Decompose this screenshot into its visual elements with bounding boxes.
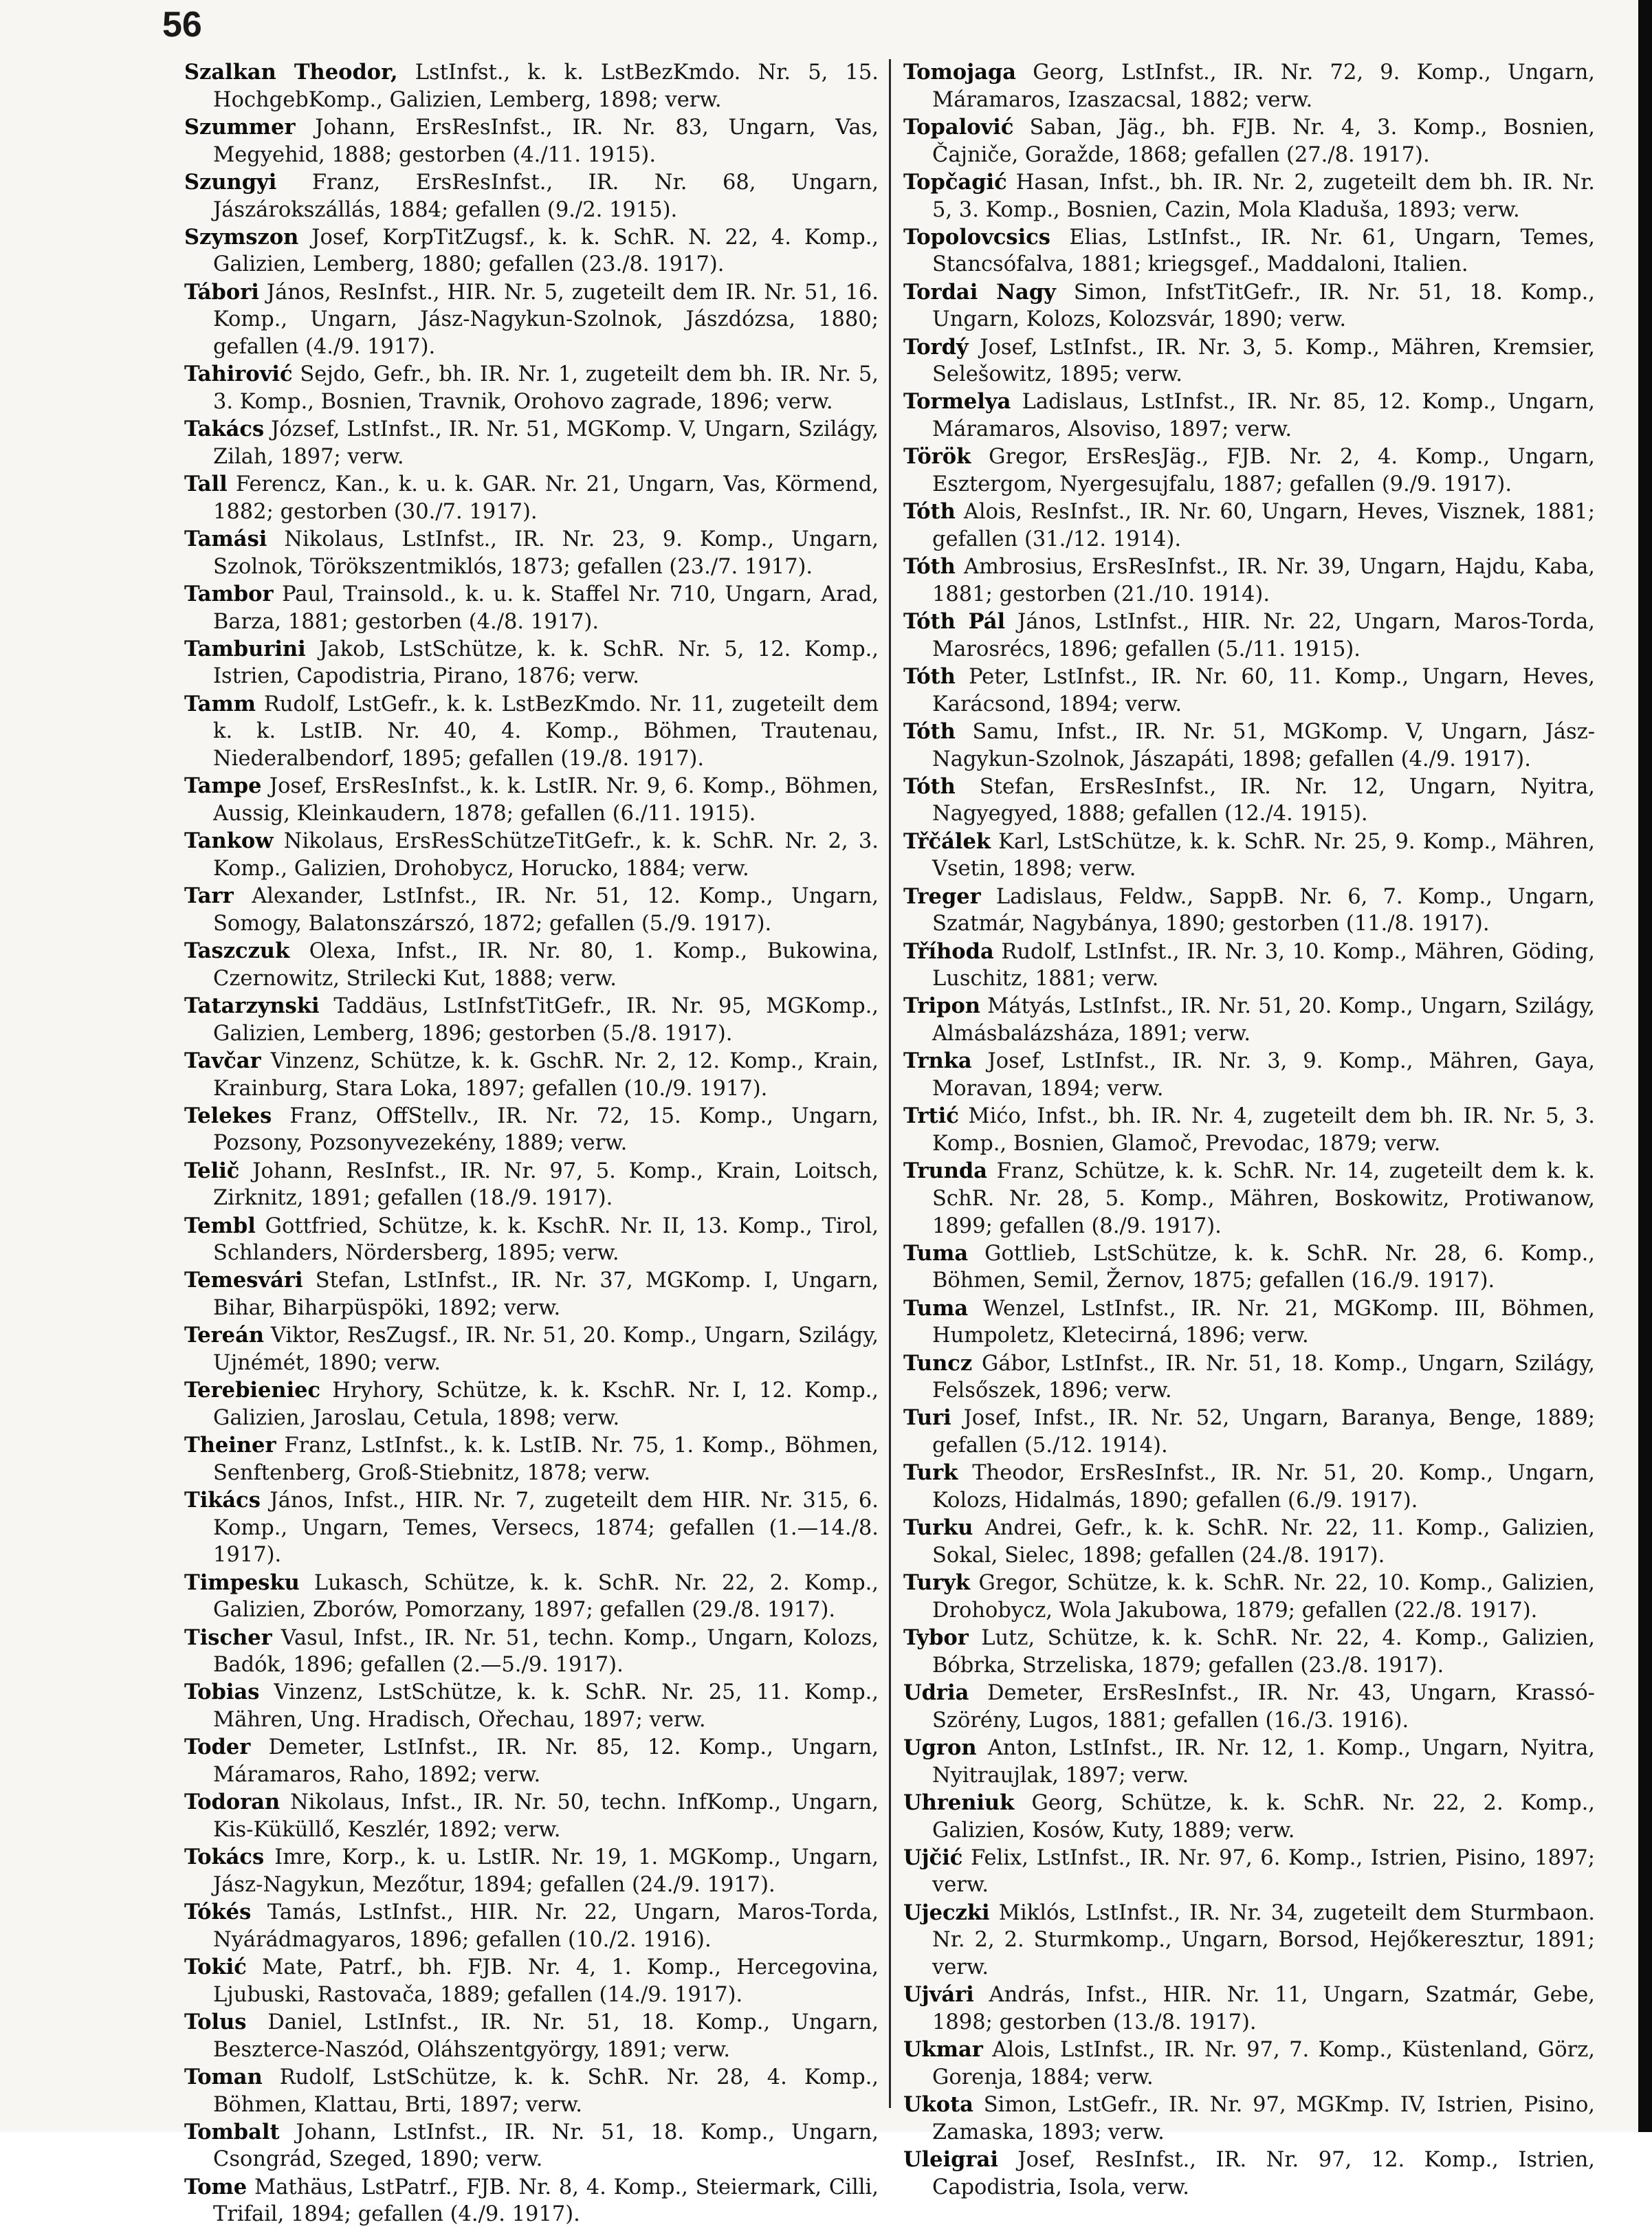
entry-details: Gottfried, Schütze, k. k. KschR. Nr. II, 13. Komp., Tirol, Schlanders, Nördersberg, 1895; verw. — [213, 1214, 879, 1266]
entry-surname: Tóth — [903, 773, 956, 799]
casualty-entry — [903, 1350, 1595, 1405]
left-column — [184, 59, 879, 2229]
entry-surname: Todoran — [184, 1790, 280, 1815]
entry-details: Simon, LstGefr., IR. Nr. 97, MGKmp. IV, Istrien, Pisino, Zamaska, 1893; verw. — [932, 2093, 1595, 2144]
entry-details: Anton, LstInfst., IR. Nr. 12, 1. Komp., Ungarn, Nyitra, Nyitraujlak, 1897; verw. — [932, 1735, 1595, 1788]
entry-details: Johann, ResInfst., IR. Nr. 97, 5. Komp., Krain, Loitsch, Zirknitz, 1891; gefallen (18./9. 1917). — [213, 1159, 879, 1211]
entry-details: Mićo, Infst., bh. IR. Nr. 4, zugeteilt dem bh. IR. Nr. 5, 3. Komp., Bosnien, Glamoč, Prevodac, 1879; verw. — [932, 1104, 1595, 1156]
entry-surname: Tavčar — [184, 1048, 261, 1073]
casualty-entry — [184, 1734, 879, 1788]
casualty-entry — [903, 279, 1595, 333]
casualty-entry — [903, 828, 1595, 883]
entry-details: Hryhory, Schütze, k. k. KschR. Nr. I, 12. Komp., Galizien, Jaroslau, Cetula, 1898; verw. — [213, 1379, 879, 1430]
entry-details: Rudolf, LstGefr., k. k. LstBezKmdo. Nr. 11, zugeteilt dem k. k. LstIB. Nr. 40, 4. Komp., Böhmen, Trautenau, Niederalbendorf, 1895; gefallen (19./8. 1917). — [213, 692, 879, 771]
entry-surname: Ujvári — [903, 1982, 974, 2008]
casualty-entry — [903, 334, 1595, 388]
entry-surname: Tome — [184, 2174, 247, 2199]
entry-surname: Topalović — [903, 114, 1014, 140]
entry-details: Ambrosius, ErsResInfst., IR. Nr. 39, Ungarn, Hajdu, Kaba, 1881; gestorben (21./10. 1914). — [932, 555, 1595, 606]
entry-details: Hasan, Infst., bh. IR. Nr. 2, zugeteilt dem bh. IR. Nr. 5, 3. Komp., Bosnien, Cazin, Mola Kladuša, 1893; verw. — [932, 170, 1595, 222]
entry-details: Stefan, ErsResInfst., IR. Nr. 12, Ungarn, Nyitra, Nagyegyed, 1888; gefallen (12./4. 1915). — [932, 774, 1595, 826]
casualty-entry — [903, 1103, 1595, 1157]
casualty-entry — [903, 773, 1595, 828]
casualty-entry — [903, 1158, 1595, 1240]
entry-details: Jakob, LstSchütze, k. k. SchR. Nr. 5, 12. Komp., Istrien, Capodistria, Pirano, 1876; verw. — [213, 637, 879, 689]
entry-surname: Tobias — [184, 1680, 260, 1705]
entry-surname: Ujeczki — [903, 1900, 990, 1925]
entry-surname: Ujčić — [903, 1845, 963, 1870]
entry-details: Ladislaus, Feldw., SappB. Nr. 6, 7. Komp., Ungarn, Szatmár, Nagybánya, 1890; gestorben (11./8. 1917). — [932, 884, 1595, 936]
entry-surname: Telič — [184, 1158, 240, 1183]
entry-surname: Török — [903, 444, 971, 470]
casualty-entry — [184, 1432, 879, 1486]
column-divider — [889, 59, 891, 2108]
entry-surname: Tóth — [903, 663, 956, 689]
entry-details: János, Infst., HIR. Nr. 7, zugeteilt dem HIR. Nr. 315, 6. Komp., Ungarn, Temes, Versecs, 1874; gefallen (1.—14./8. 1917). — [213, 1489, 879, 1568]
entry-details: Sejdo, Gefr., bh. IR. Nr. 1, zugeteilt dem bh. IR. Nr. 5, 3. Komp., Bosnien, Travnik, Orohovo zagrade, 1896; verw. — [213, 362, 879, 414]
entry-details: Demeter, ErsResInfst., IR. Nr. 43, Ungarn, Krassó-Szörény, Lugos, 1881; gefallen (16./3. 1916). — [932, 1680, 1595, 1733]
casualty-entry — [903, 553, 1595, 608]
entry-details: Johann, ErsResInfst., IR. Nr. 83, Ungarn, Vas, Megyehid, 1888; gestorben (4./11. 1915). — [213, 115, 879, 167]
casualty-entry — [184, 1213, 879, 1267]
entry-details: Mátyás, LstInfst., IR. Nr. 51, 20. Komp., Ungarn, Szilágy, Almásbalázsháza, 1891; verw. — [932, 994, 1595, 1046]
casualty-entry — [184, 1625, 879, 1679]
entry-surname: Telekes — [184, 1103, 272, 1128]
entry-surname: Szummer — [184, 114, 296, 140]
entry-details: Demeter, LstInfst., IR. Nr. 85, 12. Komp., Ungarn, Máramaros, Raho, 1892; verw. — [213, 1735, 879, 1788]
entry-details: Rudolf, LstInfst., IR. Nr. 3, 10. Komp., Mähren, Göding, Luschitz, 1881; verw. — [932, 939, 1595, 991]
entry-details: Gábor, LstInfst., IR. Nr. 51, 18. Komp., Ungarn, Szilágy, Felsőszek, 1896; verw. — [932, 1351, 1595, 1403]
casualty-entry — [184, 938, 879, 992]
entry-details: András, Infst., HIR. Nr. 11, Ungarn, Szatmár, Gebe, 1898; gestorben (13./8. 1917). — [932, 1983, 1595, 2034]
entry-surname: Szungyi — [184, 169, 277, 195]
entry-details: Imre, Korp., k. u. LstIR. Nr. 19, 1. MGKomp., Ungarn, Jász-Nagykun, Mezőtur, 1894; gefallen (24./9. 1917). — [213, 1845, 879, 1897]
entry-details: Miklós, LstInfst., IR. Nr. 34, zugeteilt dem Sturmbaon. Nr. 2, 2. Sturmkomp., Ungarn, Borsod, Hejőkeresztur, 1891; verw. — [932, 1900, 1595, 1980]
casualty-entry — [184, 1899, 879, 1953]
entry-surname: Tamási — [184, 526, 267, 551]
entry-surname: Ugron — [903, 1735, 977, 1760]
entry-details: Elias, LstInfst., IR. Nr. 61, Ungarn, Temes, Stancsófalva, 1881; kriegsgef., Maddaloni, Italien. — [932, 225, 1595, 277]
entry-details: Andrei, Gefr., k. k. SchR. Nr. 22, 11. Komp., Galizien, Sokal, Sielec, 1898; gefallen (24./8. 1917). — [932, 1516, 1595, 1568]
casualty-entry — [903, 114, 1595, 168]
casualty-entry — [184, 1048, 879, 1102]
casualty-entry — [184, 1377, 879, 1431]
entry-surname: Tampe — [184, 773, 262, 799]
entry-surname: Tordai Nagy — [903, 279, 1056, 305]
entry-surname: Szalkan Theodor, — [184, 60, 398, 85]
entry-details: Franz, OffStellv., IR. Nr. 72, 15. Komp., Ungarn, Pozsony, Pozsonyvezekény, 1889; verw. — [213, 1103, 879, 1156]
entry-details: Karl, LstSchütze, k. k. SchR. Nr. 25, 9. Komp., Mähren, Vsetin, 1898; verw. — [932, 829, 1595, 881]
casualty-entry — [903, 608, 1595, 663]
entry-details: Gregor, ErsResJäg., FJB. Nr. 2, 4. Komp., Ungarn, Esztergom, Nyergesujfalu, 1887; gefallen (9./9. 1917). — [932, 445, 1595, 497]
casualty-entry — [903, 2146, 1595, 2201]
casualty-entry — [903, 498, 1595, 553]
entry-surname: Uleigrai — [903, 2146, 998, 2172]
casualty-entry — [903, 1240, 1595, 1295]
entry-surname: Tahirović — [184, 362, 293, 387]
entry-details: Nikolaus, ErsResSchützeTitGefr., k. k. SchR. Nr. 2, 3. Komp., Galizien, Drohobycz, Horucko, 1884; verw. — [213, 829, 879, 881]
entry-details: Vasul, Infst., IR. Nr. 51, techn. Komp., Ungarn, Kolozs, Badók, 1896; gefallen (2.—5./9. 1917). — [213, 1625, 879, 1678]
entry-surname: Turi — [903, 1405, 951, 1431]
entry-surname: Tóth Pál — [903, 609, 1006, 635]
casualty-entry — [184, 1267, 879, 1321]
casualty-entry — [184, 691, 879, 773]
entry-surname: Temesvári — [184, 1268, 303, 1293]
casualty-entry — [184, 114, 879, 168]
casualty-entry — [903, 663, 1595, 718]
entry-surname: Tankow — [184, 828, 274, 854]
entry-surname: Tormelya — [903, 389, 1011, 415]
casualty-entry — [184, 1844, 879, 1898]
entry-surname: Třčálek — [903, 828, 991, 854]
entry-details: Mathäus, LstPatrf., FJB. Nr. 8, 4. Komp., Steiermark, Cilli, Trifail, 1894; gefallen (4./9. 1917). — [213, 2175, 879, 2227]
entry-surname: Tombalt — [184, 2119, 280, 2144]
entry-surname: Trnka — [903, 1048, 972, 1074]
entry-surname: Tóth — [903, 499, 956, 525]
entry-surname: Tordý — [903, 334, 969, 360]
entry-details: Georg, Schütze, k. k. SchR. Nr. 22, 2. Komp., Galizien, Kosów, Kuty, 1889; verw. — [932, 1790, 1595, 1843]
casualty-entry — [184, 1954, 879, 2008]
casualty-entry — [184, 2009, 879, 2063]
right-column — [903, 59, 1595, 2201]
entry-surname: Tikács — [184, 1488, 261, 1513]
entry-details: Nikolaus, LstInfst., IR. Nr. 23, 9. Komp., Ungarn, Szolnok, Törökszentmiklós, 1873; gefallen (23./7. 1917). — [213, 527, 879, 579]
entry-surname: Theiner — [184, 1433, 276, 1458]
entry-details: Alexander, LstInfst., IR. Nr. 51, 12. Komp., Ungarn, Somogy, Balatonszárszó, 1872; gefallen (5./9. 1917). — [213, 884, 879, 936]
entry-surname: Tischer — [184, 1625, 272, 1650]
entry-surname: Tall — [184, 472, 228, 497]
entry-surname: Tarr — [184, 883, 234, 909]
entry-surname: Treger — [903, 883, 981, 909]
casualty-entry — [184, 581, 879, 635]
casualty-entry — [184, 279, 879, 361]
casualty-entry — [903, 2036, 1595, 2091]
entry-surname: Tokić — [184, 1955, 247, 1980]
entry-details: Vinzenz, LstSchütze, k. k. SchR. Nr. 25, 11. Komp., Mähren, Ung. Hradisch, Ořechau, 1897; verw. — [213, 1680, 879, 1733]
casualty-entry — [903, 1981, 1595, 2036]
entry-details: Vinzenz, Schütze, k. k. GschR. Nr. 2, 12. Komp., Krain, Krainburg, Stara Loka, 1897; gefallen (10./9. 1917). — [213, 1048, 879, 1101]
entry-details: Georg, LstInfst., IR. Nr. 72, 9. Komp., Ungarn, Máramaros, Izaszacsal, 1882; verw. — [932, 61, 1595, 112]
casualty-entry — [184, 1158, 879, 1212]
casualty-entry — [184, 526, 879, 580]
entry-details: Josef, KorpTitZugsf., k. k. SchR. N. 22, 4. Komp., Galizien, Lemberg, 1880; gefallen (23./8. 1917). — [213, 225, 879, 277]
entry-details: Samu, Infst., IR. Nr. 51, MGKomp. V, Ungarn, Jász-Nagykun-Szolnok, Jászapáti, 1898; gefallen (4./9. 1917). — [932, 719, 1595, 771]
entry-surname: Tolus — [184, 2009, 247, 2034]
entry-surname: Topčagić — [903, 169, 1007, 195]
entry-details: Josef, Infst., IR. Nr. 52, Ungarn, Baranya, Benge, 1889; gefallen (5./12. 1914). — [932, 1406, 1595, 1458]
casualty-entry — [184, 773, 879, 827]
casualty-entry — [903, 883, 1595, 938]
entry-surname: Tábori — [184, 279, 259, 305]
entry-surname: Tóth — [903, 554, 956, 580]
casualty-entry — [903, 1295, 1595, 1350]
entry-details: Ferencz, Kan., k. u. k. GAR. Nr. 21, Ungarn, Vas, Körmend, 1882; gestorben (30./7. 1917). — [213, 472, 879, 524]
entry-surname: Tripon — [903, 993, 980, 1019]
entry-surname: Trtić — [903, 1103, 959, 1129]
entry-details: Olexa, Infst., IR. Nr. 80, 1. Komp., Bukowina, Czernowitz, Strilecki Kut, 1888; verw. — [213, 939, 879, 991]
entry-details: Nikolaus, Infst., IR. Nr. 50, techn. InfKomp., Ungarn, Kis-Küküllő, Keszlér, 1892; verw. — [213, 1790, 879, 1842]
entry-details: Franz, LstInfst., k. k. LstIB. Nr. 75, 1. Komp., Böhmen, Senftenberg, Groß-Stiebnitz, 1878; verw. — [213, 1434, 879, 1485]
entry-details: Lutz, Schütze, k. k. SchR. Nr. 22, 4. Komp., Galizien, Bóbrka, Strzeliska, 1879; gefallen (23./8. 1917). — [932, 1626, 1595, 1678]
casualty-entry — [903, 1048, 1595, 1102]
entry-surname: Tomojaga — [903, 60, 1017, 85]
casualty-entry — [184, 828, 879, 882]
entry-surname: Szymszon — [184, 224, 299, 250]
entry-details: Franz, ErsResInfst., IR. Nr. 68, Ungarn, Jászárokszállás, 1884; gefallen (9./2. 1915). — [213, 170, 879, 222]
casualty-entry — [903, 938, 1595, 993]
entry-details: Josef, LstInfst., IR. Nr. 3, 5. Komp., Mähren, Kremsier, Selešowitz, 1895; verw. — [932, 335, 1595, 387]
casualty-entry — [903, 443, 1595, 498]
entry-details: János, LstInfst., HIR. Nr. 22, Ungarn, Maros-Torda, Marosrécs, 1896; gefallen (5./11. 1915). — [932, 610, 1596, 661]
entry-surname: Topolovcsics — [903, 224, 1050, 250]
casualty-entry — [903, 224, 1595, 278]
entry-surname: Takács — [184, 417, 265, 442]
casualty-entry — [184, 471, 879, 525]
entry-surname: Trunda — [903, 1159, 987, 1184]
casualty-entry — [903, 1900, 1595, 1981]
entry-details: Lukasch, Schütze, k. k. SchR. Nr. 22, 2. Komp., Galizien, Zborów, Pomorzany, 1897; gefallen (29./8. 1917). — [213, 1570, 879, 1623]
entry-details: Viktor, ResZugsf., IR. Nr. 51, 20. Komp., Ungarn, Szilágy, Ujnémét, 1890; verw. — [213, 1324, 879, 1376]
casualty-entry — [184, 2174, 879, 2228]
entry-details: Wenzel, LstInfst., IR. Nr. 21, MGKomp. III, Böhmen, Humpoletz, Kletecirná, 1896; verw. — [932, 1296, 1595, 1348]
casualty-entry — [184, 416, 879, 470]
entry-details: Taddäus, LstInfstTitGefr., IR. Nr. 95, MGKomp., Galizien, Lemberg, 1896; gestorben (5./8. 1917). — [213, 993, 879, 1046]
page-number: 56 — [162, 5, 202, 45]
casualty-entry — [184, 1789, 879, 1843]
entry-surname: Tereán — [184, 1323, 265, 1348]
entry-surname: Turk — [903, 1460, 958, 1486]
entry-details: Franz, Schütze, k. k. SchR. Nr. 14, zugeteilt dem k. k. SchR. Nr. 28, 5. Komp., Mähren, Boskowitz, Protiwanow, 1899; gefallen (8./9. 1917). — [932, 1159, 1595, 1238]
casualty-entry — [903, 1515, 1595, 1569]
entry-surname: Udria — [903, 1680, 969, 1705]
entry-surname: Toder — [184, 1735, 251, 1760]
entry-surname: Tókés — [184, 1900, 252, 1925]
entry-surname: Tamm — [184, 691, 256, 716]
entry-details: Peter, LstInfst., IR. Nr. 60, 11. Komp., Ungarn, Heves, Karácsond, 1894; verw. — [932, 664, 1595, 716]
entry-surname: Taszczuk — [184, 938, 290, 963]
entry-details: Josef, LstInfst., IR. Nr. 3, 9. Komp., Mähren, Gaya, Moravan, 1894; verw. — [932, 1049, 1595, 1101]
casualty-entry — [903, 169, 1595, 223]
casualty-entry — [903, 1680, 1595, 1734]
casualty-entry — [903, 993, 1595, 1047]
entry-surname: Tóth — [903, 718, 956, 744]
casualty-entry — [903, 1570, 1595, 1624]
entry-details: LstInfst., k. k. LstBezKmdo. Nr. 5, 15. HochgebKomp., Galizien, Lemberg, 1898; verw. — [213, 61, 879, 112]
entry-details: Alois, ResInfst., IR. Nr. 60, Ungarn, Heves, Visznek, 1881; gefallen (31./12. 1914). — [932, 500, 1595, 551]
entry-details: Daniel, LstInfst., IR. Nr. 51, 18. Komp., Ungarn, Beszterce-Naszód, Oláhszentgyörgy, 1891; verw. — [213, 2010, 879, 2062]
entry-details: Rudolf, LstSchütze, k. k. SchR. Nr. 28, 4. Komp., Böhmen, Klattau, Brti, 1897; verw. — [213, 2065, 879, 2117]
casualty-entry — [903, 1735, 1595, 1789]
entry-surname: Tatarzynski — [184, 993, 320, 1018]
entry-surname: Toman — [184, 2064, 263, 2089]
casualty-entry — [184, 224, 879, 278]
entry-surname: Ukota — [903, 2092, 973, 2118]
entry-surname: Tříhoda — [903, 938, 994, 964]
entry-surname: Tuma — [903, 1295, 969, 1321]
casualty-entry — [903, 59, 1595, 113]
casualty-entry — [184, 993, 879, 1047]
entry-details: Josef, ResInfst., IR. Nr. 97, 12. Komp., Istrien, Capodistria, Isola, verw. — [932, 2147, 1595, 2199]
casualty-entry — [184, 2119, 879, 2173]
entry-surname: Uhreniuk — [903, 1790, 1015, 1815]
entry-details: Felix, LstInfst., IR. Nr. 97, 6. Komp., Istrien, Pisino, 1897; verw. — [932, 1845, 1595, 1898]
entry-details: János, ResInfst., HIR. Nr. 5, zugeteilt dem IR. Nr. 51, 16. Komp., Ungarn, Jász-Nagykun-Szolnok, Jászdózsa, 1880; gefallen (4./9. 1917). — [213, 280, 879, 360]
casualty-entry — [903, 1790, 1595, 1844]
entry-details: Gregor, Schütze, k. k. SchR. Nr. 22, 10. Komp., Galizien, Drohobycz, Wola Jakubowa, 1879; gefallen (22./8. 1917). — [932, 1571, 1595, 1623]
casualty-entry — [903, 718, 1595, 773]
casualty-entry — [184, 1322, 879, 1376]
entry-surname: Turyk — [903, 1570, 970, 1596]
casualty-entry — [184, 636, 879, 690]
casualty-entry — [184, 883, 879, 937]
scan-edge — [1638, 0, 1652, 2132]
casualty-entry — [903, 1460, 1595, 1514]
entry-details: Paul, Trainsold., k. u. k. Staffel Nr. 710, Ungarn, Arad, Barza, 1881; gestorben (4./8. 1917). — [213, 582, 879, 634]
entry-surname: Tuma — [903, 1240, 969, 1266]
entry-details: Theodor, ErsResInfst., IR. Nr. 51, 20. Komp., Ungarn, Kolozs, Hidalmás, 1890; gefallen (6./9. 1917). — [932, 1461, 1595, 1513]
casualty-entry — [184, 1679, 879, 1733]
casualty-entry — [903, 1405, 1595, 1459]
casualty-entry — [184, 2064, 879, 2118]
casualty-entry — [903, 388, 1595, 443]
casualty-entry — [903, 2091, 1595, 2146]
entry-surname: Tybor — [903, 1625, 969, 1651]
entry-details: Ladislaus, LstInfst., IR. Nr. 85, 12. Komp., Ungarn, Máramaros, Alsoviso, 1897; verw. — [932, 390, 1595, 442]
entry-details: Stefan, LstInfst., IR. Nr. 37, MGKomp. I, Ungarn, Bihar, Biharpüspöki, 1892; verw. — [213, 1269, 879, 1321]
entry-details: Josef, ErsResInfst., k. k. LstIR. Nr. 9, 6. Komp., Böhmen, Aussig, Kleinkaudern, 1878; gefallen (6./11. 1915). — [213, 774, 879, 826]
casualty-entry — [184, 169, 879, 223]
entry-details: Johann, LstInfst., IR. Nr. 51, 18. Komp., Ungarn, Csongrád, Szeged, 1890; verw. — [213, 2120, 879, 2172]
entry-details: József, LstInfst., IR. Nr. 51, MGKomp. V, Ungarn, Szilágy, Zilah, 1897; verw. — [213, 417, 879, 469]
casualty-entry — [903, 1625, 1595, 1679]
entry-surname: Ukmar — [903, 2037, 983, 2063]
casualty-entry — [903, 1845, 1595, 1899]
entry-surname: Timpesku — [184, 1570, 300, 1595]
casualty-entry — [184, 1570, 879, 1624]
entry-details: Saban, Jäg., bh. FJB. Nr. 4, 3. Komp., Bosnien, Čajniče, Goražde, 1868; gefallen (27./8. 1917). — [932, 115, 1595, 167]
entry-surname: Tambor — [184, 581, 274, 606]
entry-surname: Tembl — [184, 1213, 256, 1238]
entry-details: Mate, Patrf., bh. FJB. Nr. 4, 1. Komp., Hercegovina, Ljubuski, Rastovača, 1889; gefallen (14./9. 1917). — [213, 1955, 879, 2007]
entry-details: Gottlieb, LstSchütze, k. k. SchR. Nr. 28, 6. Komp., Böhmen, Semil, Žernov, 1875; gefallen (16./9. 1917). — [932, 1241, 1595, 1293]
casualty-entry — [184, 361, 879, 415]
casualty-entry — [184, 1487, 879, 1569]
casualty-entry — [184, 1103, 879, 1157]
entry-surname: Tuncz — [903, 1350, 973, 1376]
entry-surname: Terebieniec — [184, 1378, 321, 1403]
entry-details: Simon, InfstTitGefr., IR. Nr. 51, 18. Komp., Ungarn, Kolozs, Kolozsvár, 1890; verw. — [932, 280, 1595, 332]
entry-surname: Turku — [903, 1515, 973, 1541]
entry-surname: Tamburini — [184, 636, 306, 661]
casualty-entry — [184, 59, 879, 113]
entry-details: Alois, LstInfst., IR. Nr. 97, 7. Komp., Küstenland, Görz, Gorenja, 1884; verw. — [932, 2038, 1595, 2089]
entry-surname: Tokács — [184, 1845, 265, 1870]
entry-details: Tamás, LstInfst., HIR. Nr. 22, Ungarn, Maros-Torda, Nyárádmagyaros, 1896; gefallen (10./2. 1916). — [213, 1900, 879, 1952]
